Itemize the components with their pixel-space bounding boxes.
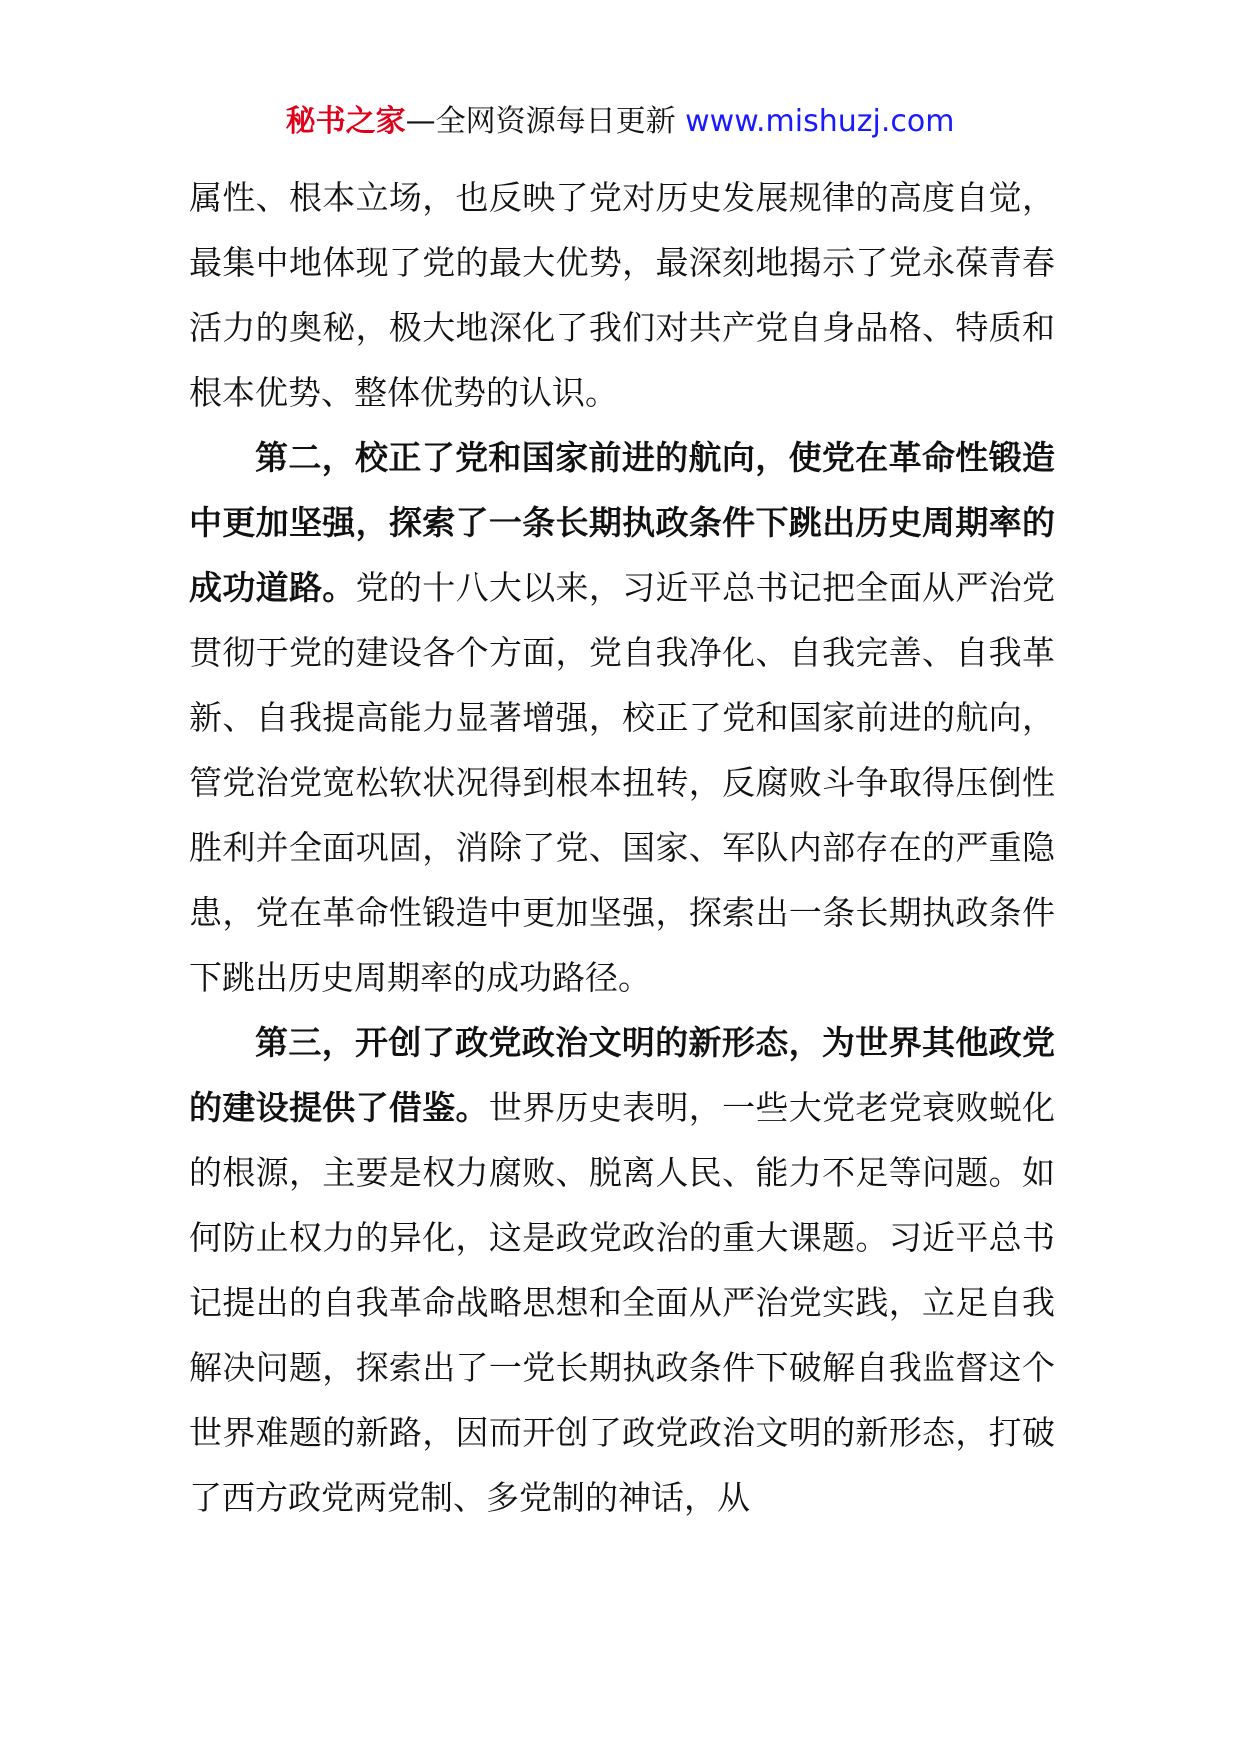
paragraph-3-lead: 第三，开创了政党政治文明的新形态，为世界其他政党的建设提供了借鉴。: [189, 1023, 1055, 1127]
page-header: [0, 100, 1240, 144]
header-brand: 秘书之家: [285, 104, 406, 139]
paragraph-3: [189, 1010, 1055, 1530]
paragraph-2-text: 党的十八大以来，习近平总书记把全面从严治党贯彻于党的建设各个方面，党自我净化、自我完善、自我革新、自我提高能力显著增强，校正了党和国家前进的航向，管党治党宽松软状况得到根本扭转，反腐败斗争取得压倒性胜利并全面巩固，消除了党、国家、军队内部存在的严重隐患，党在革命性锻造中更加坚强，探索出一条长期执政条件下跳出历史周期率的成功路径。: [189, 568, 1056, 997]
header-url-link[interactable]: www.mishuzj.com: [685, 104, 955, 139]
paragraph-2: [189, 425, 1055, 1010]
paragraph-1-text: 属性、根本立场，也反映了党对历史发展规律的高度自觉，最集中地体现了党的最大优势，最深刻地揭示了党永葆青春活力的奥秘，极大地深化了我们对共产党自身品格、特质和根本优势、整体优势的认识。: [189, 178, 1055, 412]
paragraph-2-lead: 第二，校正了党和国家前进的航向，使党在革命性锻造中更加坚强，探索了一条长期执政条件下跳出历史周期率的成功道路。: [189, 438, 1055, 607]
paragraph-3-text: 世界历史表明，一些大党老党衰败蜕化的根源，主要是权力腐败、脱离人民、能力不足等问题。如何防止权力的异化，这是政党政治的重大课题。习近平总书记提出的自我革命战略思想和全面从严治党实践，立足自我解决问题，探索出了一党长期执政条件下破解自我监督这个世界难题的新路，因而开创了政党政治文明的新形态，打破了西方政党两党制、多党制的神话，从: [189, 1088, 1056, 1517]
header-tagline: —全网资源每日更新: [405, 104, 686, 139]
paragraph-1: [189, 165, 1055, 425]
document-body: [189, 165, 1055, 1530]
